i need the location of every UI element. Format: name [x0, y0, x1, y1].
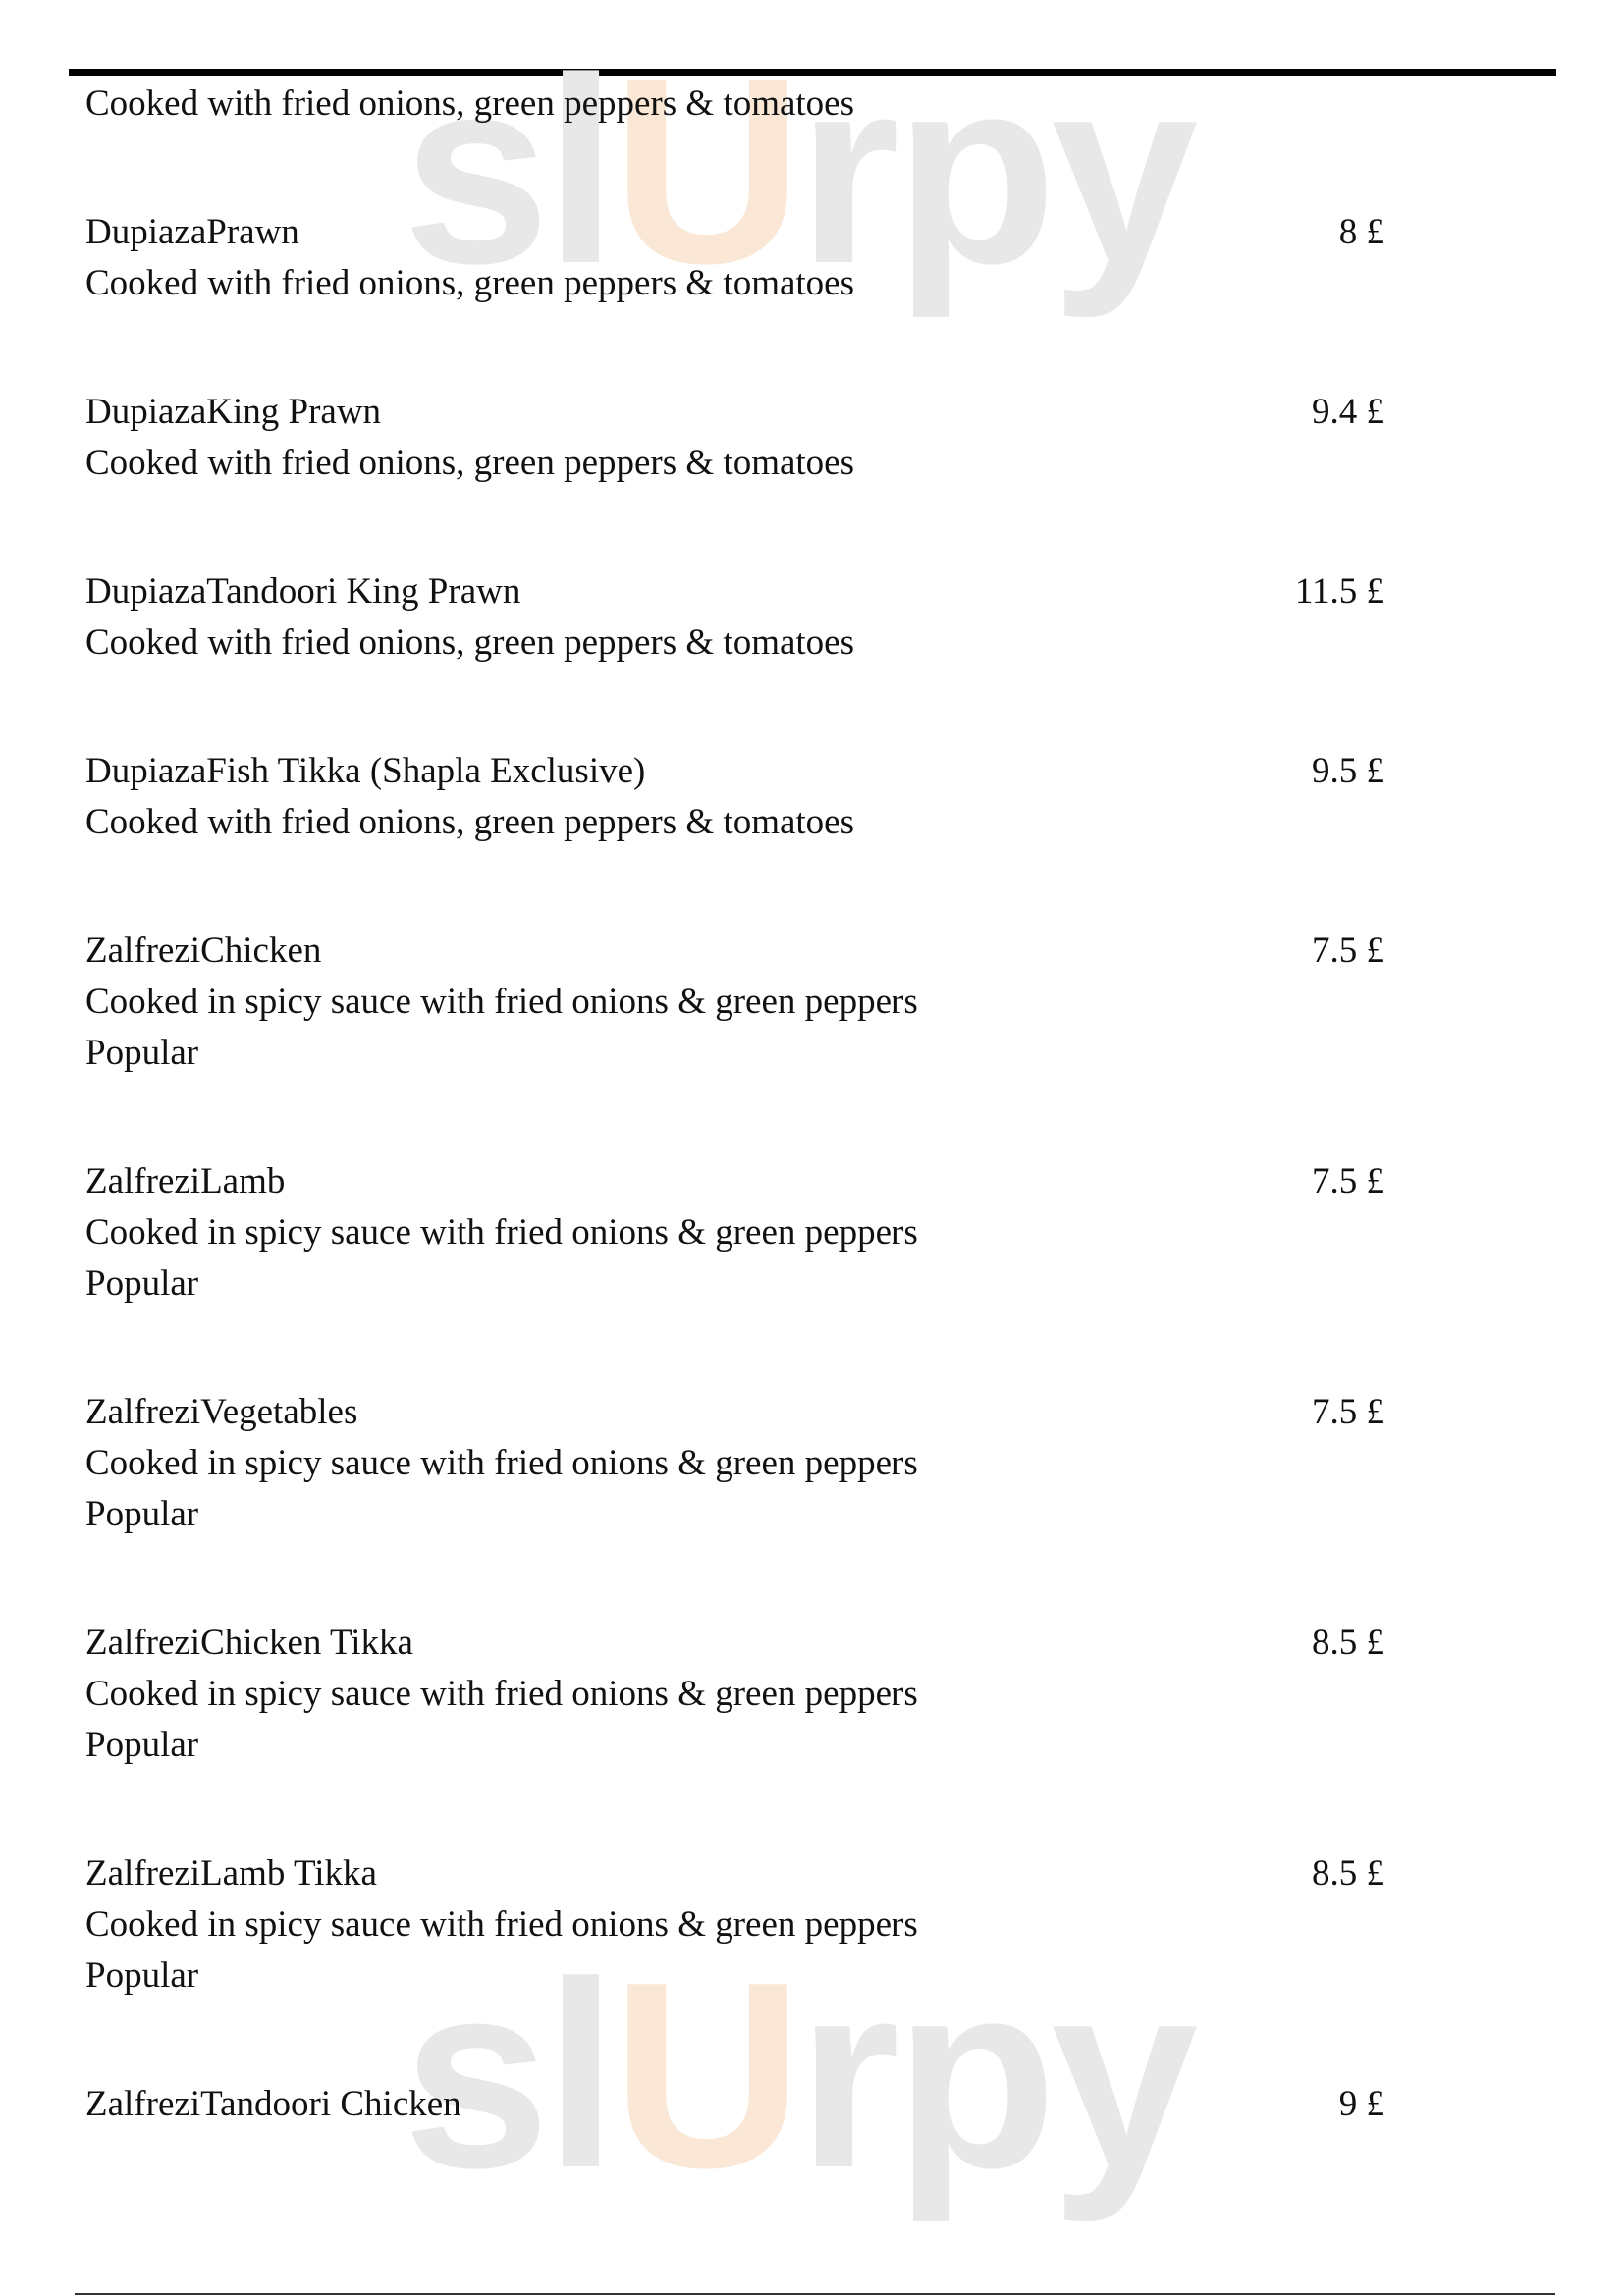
item-name: ZalfreziChicken	[85, 931, 322, 971]
item-tag: Popular	[85, 1494, 199, 1534]
item-price: 9.5 £	[1312, 751, 1384, 791]
item-description: Cooked with fried onions, green peppers & tomatoes	[85, 83, 854, 124]
item-name: ZalfreziLamb	[85, 1161, 286, 1201]
item-description: Cooked in spicy sauce with fried onions & green peppers	[85, 982, 918, 1022]
item-price: 8.5 £	[1312, 1623, 1384, 1663]
item-description: Cooked with fried onions, green peppers & tomatoes	[85, 263, 854, 303]
item-price: 7.5 £	[1312, 931, 1384, 971]
item-name: ZalfreziChicken Tikka	[85, 1623, 413, 1663]
item-tag: Popular	[85, 1263, 199, 1304]
item-description: Cooked in spicy sauce with fried onions & green peppers	[85, 1443, 918, 1483]
item-price: 7.5 £	[1312, 1161, 1384, 1201]
item-description: Cooked with fried onions, green peppers & tomatoes	[85, 802, 854, 842]
item-description: Cooked with fried onions, green peppers & tomatoes	[85, 622, 854, 663]
item-name: DupiazaTandoori King Prawn	[85, 571, 521, 612]
bottom-rule	[75, 2293, 1555, 2295]
item-price: 8 £	[1338, 212, 1384, 252]
item-name: DupiazaFish Tikka (Shapla Exclusive)	[85, 751, 646, 791]
item-name: DupiazaKing Prawn	[85, 392, 382, 432]
item-description: Cooked in spicy sauce with fried onions & green peppers	[85, 1904, 918, 1945]
item-description: Cooked with fried onions, green peppers & tomatoes	[85, 443, 854, 483]
item-price: 8.5 £	[1312, 1853, 1384, 1894]
item-name: DupiazaPrawn	[85, 212, 299, 252]
item-price: 9 £	[1338, 2084, 1384, 2124]
item-tag: Popular	[85, 1955, 199, 1996]
watermark-logo: slUrpy	[403, 24, 1193, 319]
top-rule	[69, 69, 1556, 76]
item-name: ZalfreziLamb Tikka	[85, 1853, 377, 1894]
item-name: ZalfreziTandoori Chicken	[85, 2084, 461, 2124]
item-price: 9.4 £	[1312, 392, 1384, 432]
item-price: 7.5 £	[1312, 1392, 1384, 1432]
item-tag: Popular	[85, 1033, 199, 1073]
item-description: Cooked in spicy sauce with fried onions & green peppers	[85, 1212, 918, 1253]
item-tag: Popular	[85, 1725, 199, 1765]
watermark-logo: slUrpy	[403, 1928, 1193, 2223]
item-description: Cooked in spicy sauce with fried onions & green peppers	[85, 1674, 918, 1714]
item-name: ZalfreziVegetables	[85, 1392, 358, 1432]
item-price: 11.5 £	[1294, 571, 1384, 612]
